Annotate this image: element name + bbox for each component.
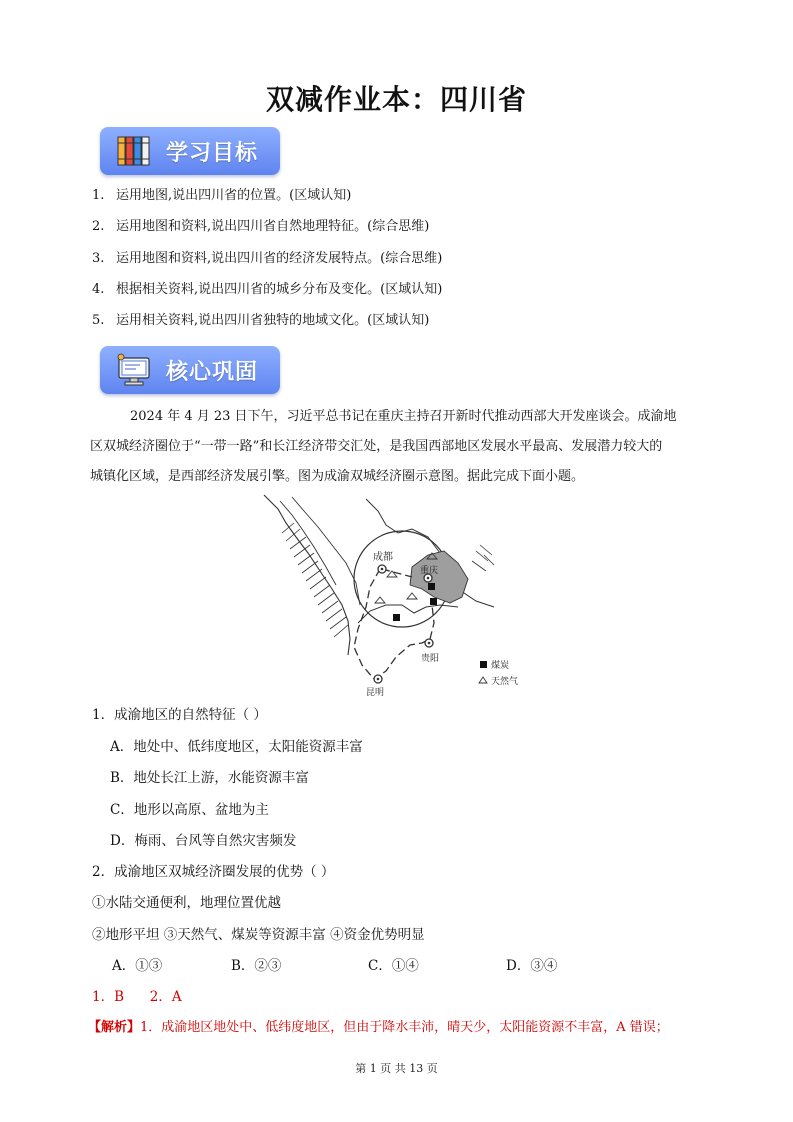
city-label-chongqing: 重庆	[420, 566, 439, 576]
city-label-guiyang: 贵阳	[421, 654, 440, 664]
gas-symbol	[375, 597, 385, 603]
passage: 2024 年 4 月 23 日下午，习近平总书记在重庆主持召开新时代推动西部大开发座谈会。成渝地 区双城经济圈位于“一带一路”和长江经济带交汇处，是我国西部地区发展水平最高、发展潜力较大的 城镇化区域，是西部经济发展引擎。图为成渝双城经济圈示意图。据此完成下面小题。	[90, 409, 677, 484]
coal-symbol	[428, 583, 435, 590]
chongqing-region	[410, 551, 468, 603]
option-b: B．地处长江上游，水能资源丰富	[110, 770, 309, 786]
question-2-stem: 2．成渝地区双城经济圈发展的优势（ ）	[92, 864, 335, 880]
analysis-label: 【解析】	[88, 1020, 141, 1035]
option-d: D．梅雨、台风等自然灾害频发	[110, 833, 297, 849]
page-footer: 第 1 页 共 13 页	[355, 1062, 438, 1075]
coal-symbol	[430, 598, 437, 605]
objective-item: 4. 根据相关资料,说出四川省的城乡分布及变化。(区域认知)	[92, 282, 443, 297]
section-banner-core	[100, 346, 280, 394]
legend-coal-label: 煤炭	[491, 661, 510, 671]
option-d: D．③④	[506, 958, 558, 974]
objective-item: 2. 运用地图和资料,说出四川省自然地理特征。(综合思维)	[92, 219, 430, 234]
gas-symbol	[387, 571, 397, 577]
question-2-statement: ②地形平坦 ③天然气、煤炭等资源丰富 ④资金优势明显	[92, 927, 425, 943]
legend-coal-swatch	[480, 661, 487, 668]
option-b: B．②③	[231, 958, 282, 974]
section-banner-objectives	[100, 127, 280, 175]
city-label-kunming: 昆明	[366, 688, 385, 698]
objective-item: 3. 运用地图和资料,说出四川省的经济发展特点。(综合思维)	[92, 251, 443, 266]
city-label-chengdu: 成都	[373, 552, 393, 563]
computer-icon	[116, 352, 152, 388]
question-1-stem: 1．成渝地区的自然特征（ ）	[92, 707, 267, 723]
section-label: 核心巩固	[166, 360, 259, 385]
analysis	[88, 1020, 669, 1036]
legend-gas-swatch	[479, 677, 487, 683]
answer-key: 1．B 2．A	[92, 989, 182, 1005]
books-icon	[116, 133, 152, 169]
option-a: A．①③	[112, 958, 163, 974]
coal-symbol	[393, 614, 400, 621]
river-line	[264, 495, 350, 655]
analysis-text: 1．成渝地区地处中、低纬度地区，但由于降水丰沛，晴天少，太阳能资源不丰富，A 错误；	[140, 1020, 669, 1035]
gas-symbol	[407, 593, 417, 599]
objective-item: 5. 运用相关资料,说出四川省独特的地域文化。(区域认知)	[92, 313, 430, 328]
option-a: A．地处中、低纬度地区，太阳能资源丰富	[110, 739, 363, 755]
page-title: 双减作业本：四川省	[265, 83, 527, 116]
chengyu-economic-circle-map	[262, 493, 532, 698]
question-2-statement: ①水陆交通便利，地理位置优越	[92, 895, 281, 911]
section-label: 学习目标	[166, 141, 259, 166]
option-c: C．①④	[368, 958, 419, 974]
objective-item: 1. 运用地图,说出四川省的位置。(区域认知)	[92, 188, 352, 203]
legend-gas-label: 天然气	[491, 677, 519, 687]
option-c: C．地形以高原、盆地为主	[110, 802, 269, 818]
